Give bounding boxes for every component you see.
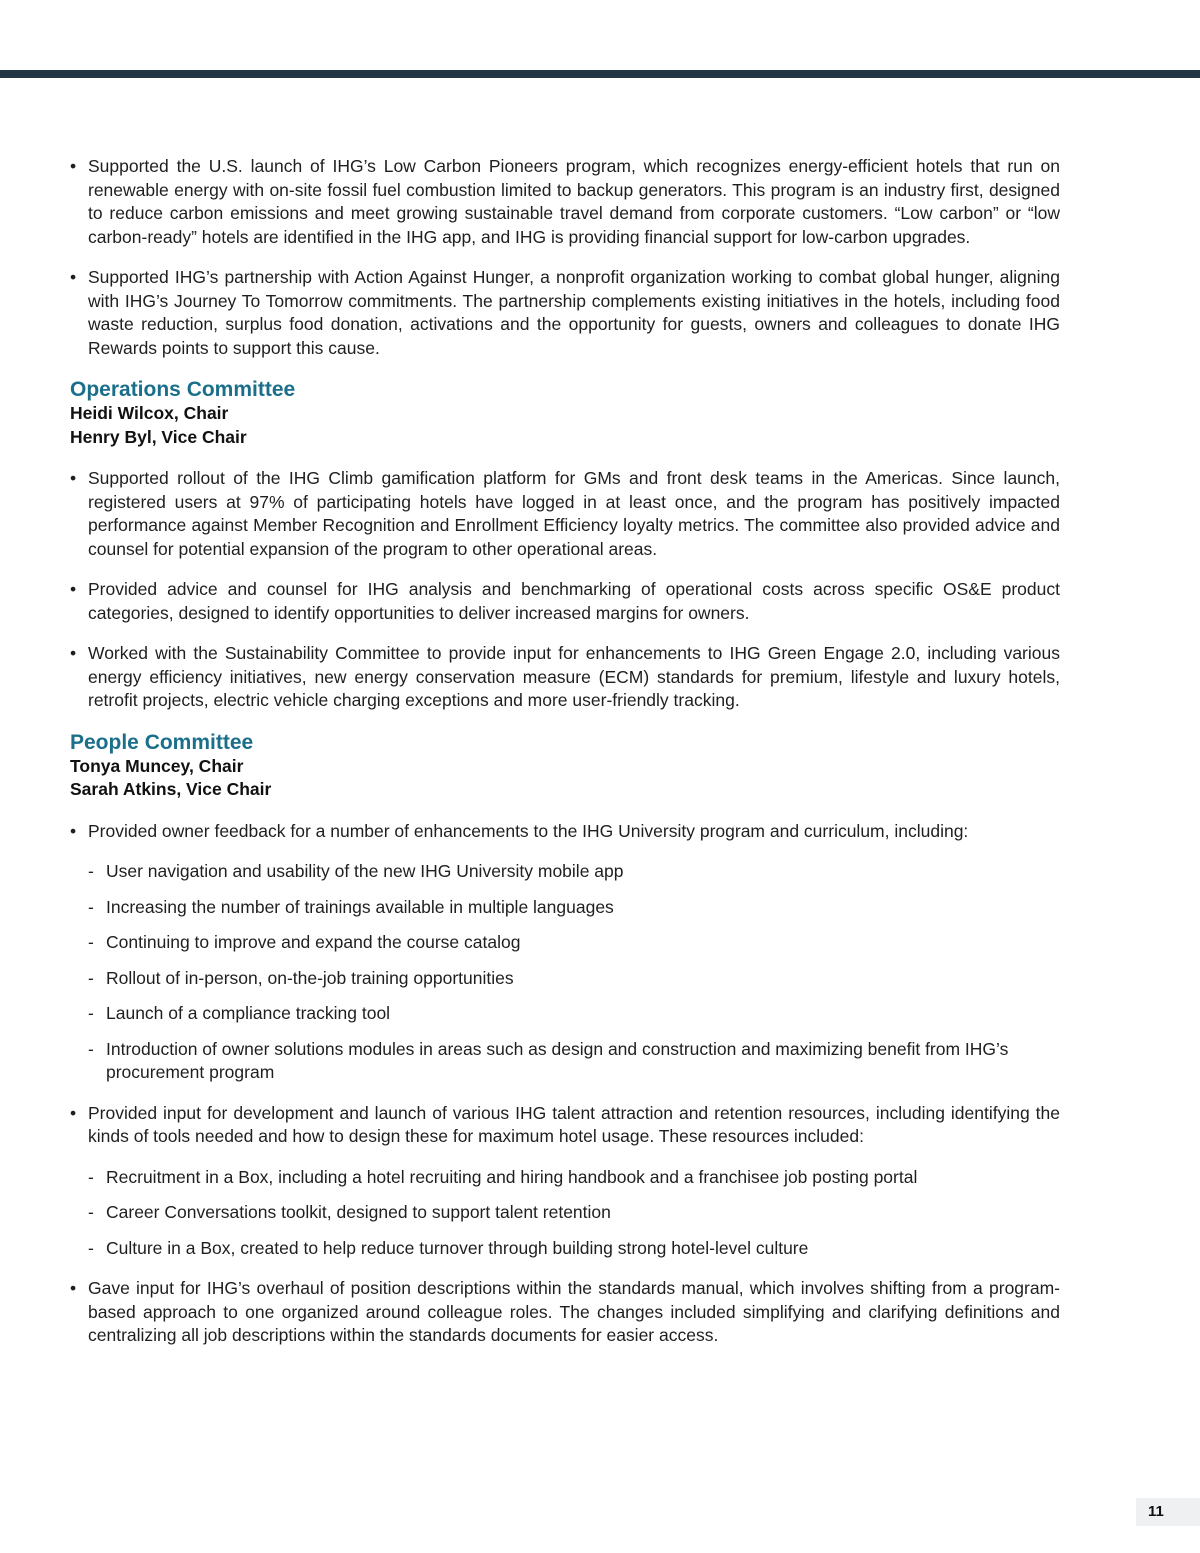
sub-list-item: - Rollout of in-person, on-the-job training opportunities — [88, 967, 1060, 991]
people-chair: Tonya Muncey, Chair — [70, 755, 244, 776]
operations-vice-chair: Henry Byl, Vice Chair — [70, 426, 247, 447]
list-item — [70, 1102, 1060, 1261]
sub-list — [88, 1166, 1060, 1261]
sub-list — [88, 860, 1060, 1085]
sub-list-item: - Recruitment in a Box, including a hotel recruiting and hiring handbook and a franchisee job posting portal — [88, 1166, 1060, 1190]
sub-list-item: - Increasing the number of trainings available in multiple languages — [88, 896, 1060, 920]
sub-list-item: - Career Conversations toolkit, designed to support talent retention — [88, 1201, 1060, 1225]
sub-list-item: - User navigation and usability of the new IHG University mobile app — [88, 860, 1060, 884]
people-list — [70, 820, 1060, 1348]
sub-list-item: - Introduction of owner solutions modules in areas such as design and construction and maximizing benefit from IHG’s procurement program — [88, 1038, 1060, 1085]
page-number: 11 — [1136, 1498, 1200, 1526]
list-item: • Gave input for IHG’s overhaul of position descriptions within the standards manual, which involves shifting from a program-based approach to one organized around colleague roles. The changes included simplifying and clarifying definitions and centralizing all job descriptions within the standards documents for easier access. — [70, 1277, 1060, 1348]
operations-list — [70, 467, 1060, 713]
list-item: • Supported IHG’s partnership with Action Against Hunger, a nonprofit organization working to combat global hunger, aligning with IHG’s Journey To Tomorrow commitments. The partnership complements existing initiatives in the hotels, including food waste reduction, surplus food donation, activations and the opportunity for guests, owners and colleagues to donate IHG Rewards points to support this cause. — [70, 266, 1060, 360]
people-committee-title: People Committee — [70, 730, 254, 754]
list-item: • Supported rollout of the IHG Climb gamification platform for GMs and front desk teams in the Americas. Since launch, registered users at 97% of participating hotels have logged in at least once, and the program has positively impacted performance against Member Recognition and Enrollment Efficiency loyalty metrics. The committee also provided advice and counsel for potential expansion of the program to other operational areas. — [70, 467, 1060, 561]
top-rule — [0, 70, 1200, 78]
operations-chair: Heidi Wilcox, Chair — [70, 403, 229, 423]
sub-list-item: - Continuing to improve and expand the course catalog — [88, 931, 1060, 955]
list-item: • Supported the U.S. launch of IHG’s Low Carbon Pioneers program, which recognizes energy-efficient hotels that run on renewable energy with on-site fossil fuel combustion limited to backup generators. This program is an industry first, designed to reduce carbon emissions and meet growing sustainable travel demand from corporate customers. “Low carbon” or “low carbon-ready” hotels are identified in the IHG app, and IHG is providing financial support for low-carbon upgrades. — [70, 155, 1060, 249]
list-item: • Worked with the Sustainability Committee to provide input for enhancements to IHG Green Engage 2.0, including various energy efficiency initiatives, new energy conservation measure (ECM) standards for premium, lifestyle and luxury hotels, retrofit projects, electric vehicle charging exceptions and more user-friendly tracking. — [70, 642, 1060, 713]
list-item — [70, 820, 1060, 1085]
operations-committee-title: Operations Committee — [70, 378, 296, 401]
intro-list — [70, 155, 1060, 360]
operations-members — [70, 402, 1060, 449]
list-item-text: Provided owner feedback for a number of enhancements to the IHG University program and curriculum, including: — [88, 820, 969, 841]
page-content — [70, 155, 1060, 1365]
people-members — [70, 755, 1060, 802]
list-item: • Provided advice and counsel for IHG analysis and benchmarking of operational costs across specific OS&E product categories, designed to identify opportunities to deliver increased margins for owners. — [70, 578, 1060, 625]
list-item-text: Provided input for development and launch of various IHG talent attraction and retention resources, including identifying the kinds of tools needed and how to design these for maximum hotel usage. These resources included: — [88, 1102, 1060, 1146]
sub-list-item: - Culture in a Box, created to help reduce turnover through building strong hotel-level culture — [88, 1237, 1060, 1261]
people-vice-chair: Sarah Atkins, Vice Chair — [70, 779, 272, 799]
sub-list-item: - Launch of a compliance tracking tool — [88, 1002, 1060, 1026]
